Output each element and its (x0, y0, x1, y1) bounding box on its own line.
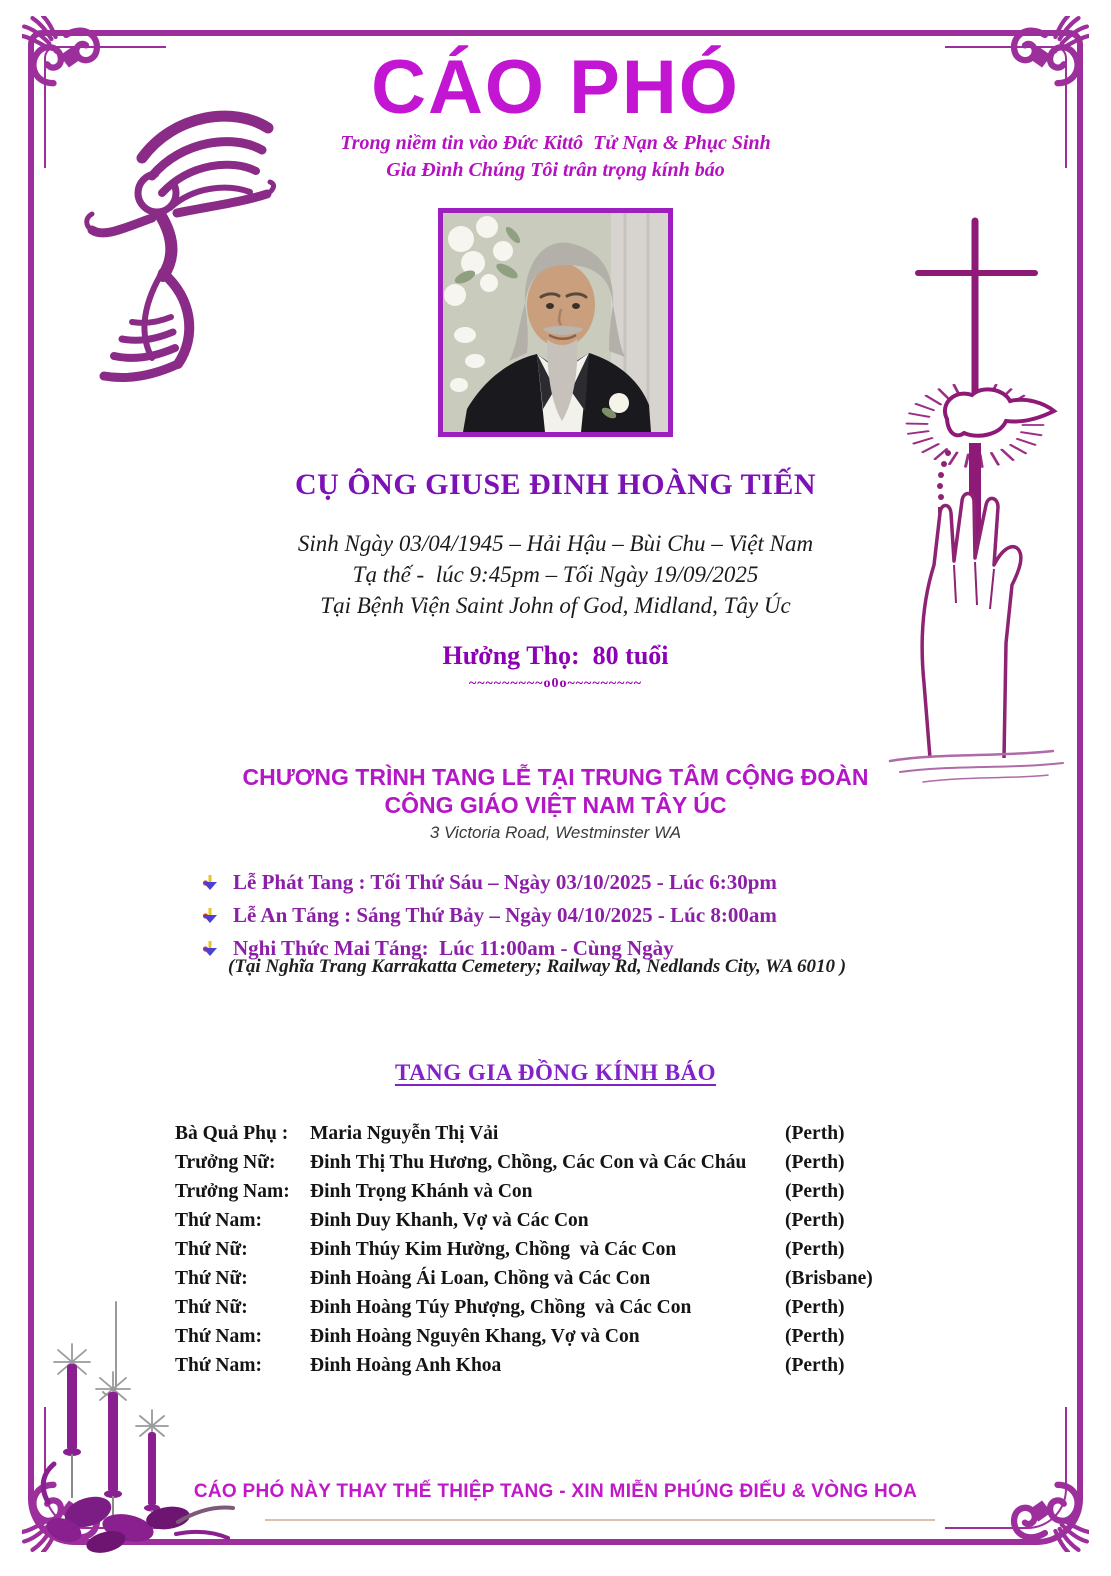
divider-ornament: ~~~~~~~~~o0o~~~~~~~~~ (468, 676, 643, 691)
family-row (175, 1206, 893, 1235)
family-relation: Thứ Nam: (175, 1355, 262, 1376)
program-heading-line-1: CHƯƠNG TRÌNH TANG LỄ TẠI TRUNG TÂM CỘNG ĐOÀN (242, 764, 869, 790)
family-heading: TANG GIA ĐỒNG KÍNH BÁO (394, 1060, 717, 1085)
family-city: (Perth) (785, 1355, 845, 1376)
family-city: (Perth) (785, 1152, 845, 1173)
cemetery-note: (Tại Nghĩa Trang Karrakatta Cemetery; Railway Rd, Nedlands City, WA 6010 ) (228, 956, 847, 977)
family-member-name: Đinh Thúy Kim Hường, Chồng và Các Con (310, 1239, 677, 1260)
program-address: 3 Victoria Road, Westminster WA (429, 823, 682, 842)
event-label: Lễ Phát Tang : Tối Thứ Sáu – Ngày 03/10/2025 - Lúc 6:30pm (233, 870, 777, 894)
family-member-name: Đinh Hoàng Anh Khoa (310, 1355, 502, 1376)
family-relation: Thứ Nam: (175, 1210, 262, 1231)
family-member-name: Đinh Thị Thu Hương, Chồng, Các Con và Các Cháu (310, 1152, 747, 1173)
family-city: (Perth) (785, 1297, 845, 1318)
family-relation: Thứ Nữ: (175, 1297, 248, 1318)
family-member-name: Đinh Duy Khanh, Vợ và Các Con (310, 1210, 589, 1231)
subtitle-line-1: Trong niềm tin vào Đức Kittô Tử Nạn & Phục Sinh (340, 132, 771, 154)
event-item (202, 899, 922, 932)
family-table (175, 1119, 893, 1380)
page-title: CÁO PHÓ (371, 45, 740, 130)
family-row (175, 1264, 893, 1293)
family-member-name: Đinh Hoàng Túy Phượng, Chồng và Các Con (310, 1297, 692, 1318)
family-city: (Perth) (785, 1181, 845, 1202)
family-city: (Brisbane) (785, 1268, 873, 1289)
family-member-name: Đinh Hoàng Nguyên Khang, Vợ và Con (310, 1326, 640, 1347)
family-row (175, 1351, 893, 1380)
family-row (175, 1293, 893, 1322)
family-row (175, 1322, 893, 1351)
program-heading (0, 763, 1111, 819)
portrait-illustration (443, 213, 668, 432)
age-line: Hưởng Thọ: 80 tuổi (442, 641, 669, 670)
deceased-name: CỤ ÔNG GIUSE ĐINH HOÀNG TIẾN (294, 468, 817, 501)
footer-notice: CÁO PHÓ NÀY THAY THẾ THIỆP TANG - XIN MIỄN PHÚNG ĐIẾU & VÒNG HOA (193, 1481, 918, 1502)
family-city: (Perth) (785, 1123, 845, 1144)
family-city: (Perth) (785, 1239, 845, 1260)
family-city: (Perth) (785, 1210, 845, 1231)
dove-icon (945, 389, 1054, 435)
life-details (0, 528, 1111, 621)
family-row (175, 1119, 893, 1148)
family-row (175, 1148, 893, 1177)
family-member-name: Đinh Hoàng Ái Loan, Chồng và Các Con (310, 1268, 651, 1289)
down-arrow-bullet-icon (202, 907, 218, 925)
death-line: Tạ thế - lúc 9:45pm – Tối Ngày 19/09/2025 (352, 562, 759, 587)
family-relation: Trưởng Nam: (175, 1181, 290, 1202)
subtitle-line-2: Gia Đình Chúng Tôi trân trọng kính báo (386, 159, 725, 181)
death-place-line: Tại Bệnh Viện Saint John of God, Midland, Tây Úc (320, 593, 791, 618)
program-heading-line-2: CÔNG GIÁO VIỆT NAM TÂY ÚC (384, 792, 727, 818)
subtitle (0, 130, 1111, 184)
family-member-name: Đinh Trọng Khánh và Con (310, 1181, 533, 1202)
event-list (202, 866, 922, 965)
event-label: Nghi Thức Mai Táng: Lúc 11:00am - Cùng Ngày (233, 936, 674, 960)
family-member-name: Maria Nguyễn Thị Vải (310, 1123, 499, 1144)
deceased-photo (438, 208, 673, 437)
family-relation: Thứ Nữ: (175, 1239, 248, 1260)
family-relation: Thứ Nữ: (175, 1268, 248, 1289)
event-label: Lễ An Táng : Sáng Thứ Bảy – Ngày 04/10/2025 - Lúc 8:00am (233, 903, 777, 927)
family-row (175, 1177, 893, 1206)
family-relation: Bà Quả Phụ : (175, 1123, 289, 1144)
family-relation: Thứ Nam: (175, 1326, 262, 1347)
family-relation: Trưởng Nữ: (175, 1152, 276, 1173)
family-row (175, 1235, 893, 1264)
family-city: (Perth) (785, 1326, 845, 1347)
event-item (202, 866, 922, 899)
birth-line: Sinh Ngày 03/04/1945 – Hải Hậu – Bùi Chu – Việt Nam (297, 531, 814, 556)
down-arrow-bullet-icon (202, 940, 218, 958)
footer-divider-line (265, 1519, 935, 1521)
cross-dove-praying-hand-icon (878, 213, 1093, 823)
down-arrow-bullet-icon (202, 874, 218, 892)
